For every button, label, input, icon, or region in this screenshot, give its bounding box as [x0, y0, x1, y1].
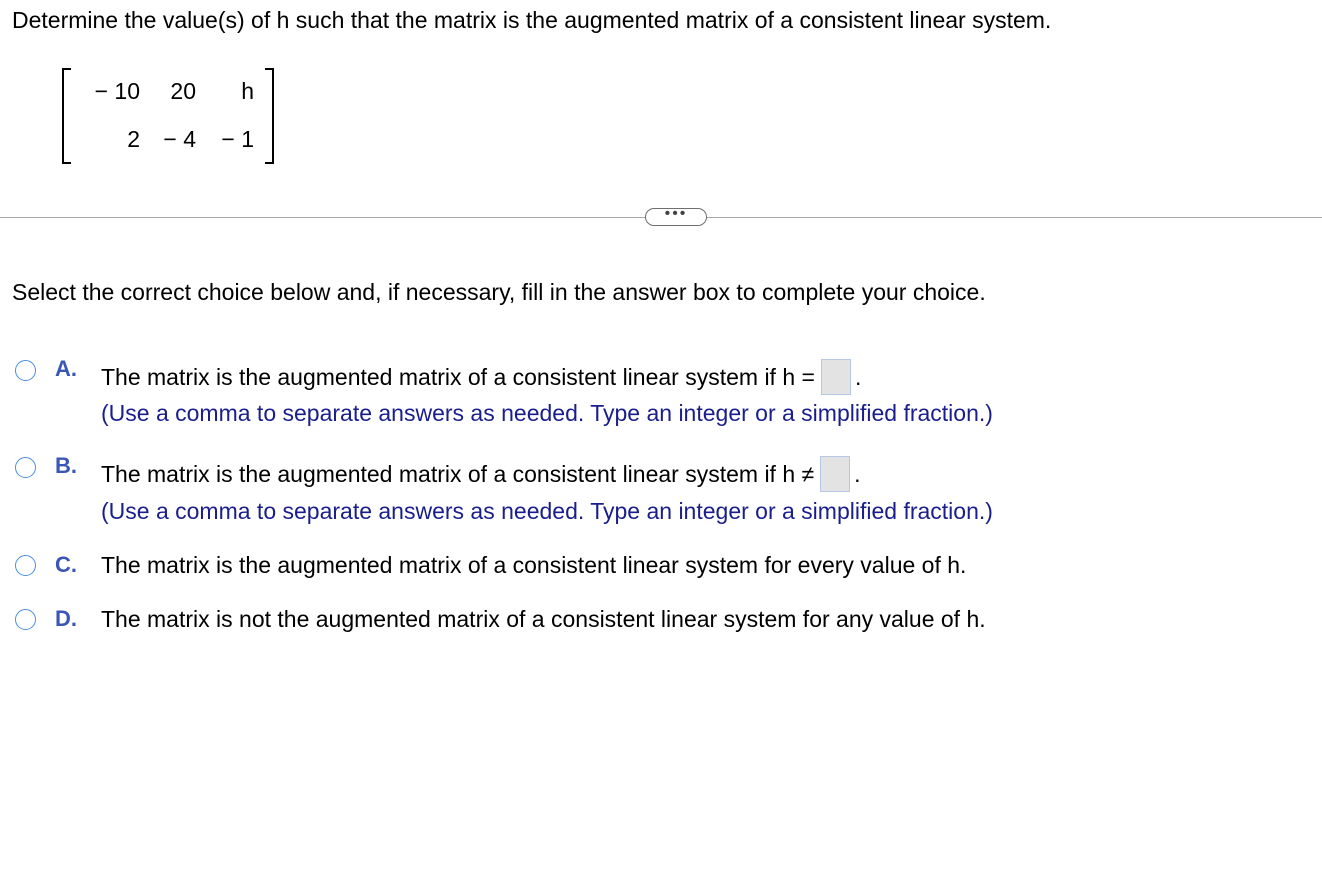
augmented-matrix: [62, 68, 274, 162]
choice-b-answer-box[interactable]: [820, 456, 850, 492]
matrix-cell-r1c2: 20: [170, 78, 196, 104]
choice-a-answer-input[interactable]: [822, 360, 850, 394]
matrix-cell-r2c1: 2: [127, 126, 140, 152]
instruction-text: Select the correct choice below and, if necessary, fill in the answer box to complete your choice.: [12, 279, 986, 305]
choice-c-radio[interactable]: [15, 555, 36, 576]
choice-b-letter: B.: [55, 453, 77, 478]
matrix-cell-r1c3: h: [241, 78, 254, 104]
choice-a-letter: A.: [55, 356, 77, 381]
choice-c-text: The matrix is the augmented matrix of a consistent linear system for every value of h.: [101, 552, 967, 578]
question-text: Determine the value(s) of h such that the matrix is the augmented matrix of a consistent linear system.: [12, 7, 1052, 33]
choice-d-text: The matrix is not the augmented matrix of a consistent linear system for any value of h.: [101, 606, 986, 632]
matrix-cell-r2c2: − 4: [163, 126, 196, 152]
matrix-cell-r1c1: − 10: [94, 78, 140, 104]
choice-c-letter: C.: [55, 552, 77, 577]
matrix-cell-r2c3: − 1: [221, 126, 254, 152]
choice-a-radio[interactable]: [15, 360, 36, 381]
choice-b-label: The matrix is the augmented matrix of a consistent linear system if h ≠: [101, 461, 815, 488]
choice-b-hint: (Use a comma to separate answers as needed. Type an integer or a simplified fraction.): [101, 498, 993, 524]
choice-a-label: The matrix is the augmented matrix of a consistent linear system if h =: [101, 364, 815, 391]
choice-a-hint: (Use a comma to separate answers as needed. Type an integer or a simplified fraction.): [101, 400, 993, 426]
more-options-button[interactable]: •••: [645, 208, 707, 226]
choice-a-text: [101, 361, 861, 397]
matrix-right-bracket: [265, 68, 274, 164]
choice-a-answer-box[interactable]: [821, 359, 851, 395]
choice-d-letter: D.: [55, 606, 77, 631]
choice-b-text: [101, 458, 861, 494]
choice-b-suffix: .: [854, 461, 861, 488]
choice-a-suffix: .: [854, 364, 862, 391]
choice-b-answer-input[interactable]: [821, 457, 849, 491]
choice-d-radio[interactable]: [15, 609, 36, 630]
choice-b-radio[interactable]: [15, 457, 36, 478]
